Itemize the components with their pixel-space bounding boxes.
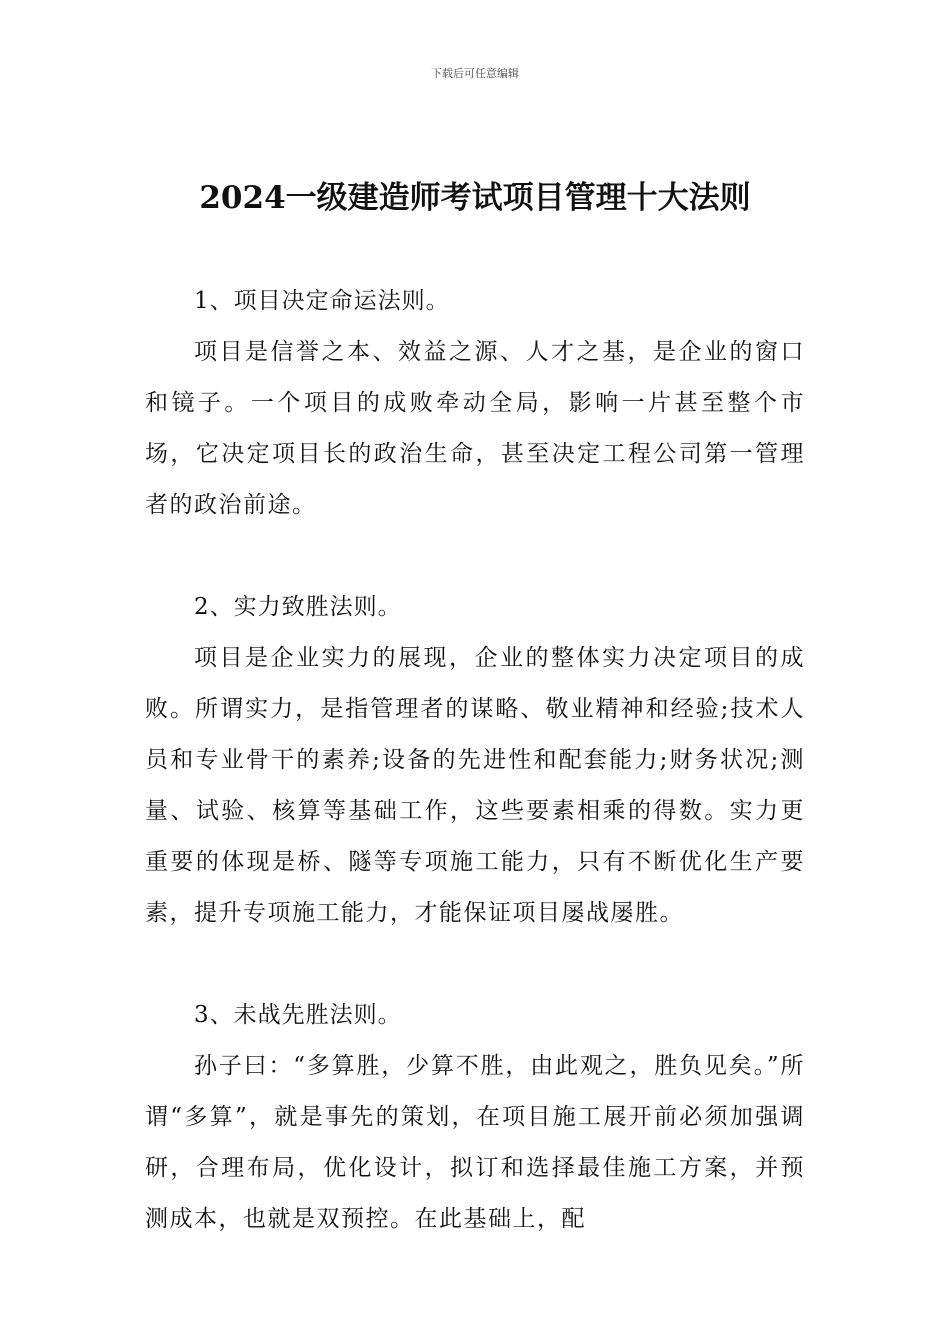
page-header-note: 下载后可任意编辑 [431,67,519,80]
section-spacer [145,531,805,582]
document-body [145,276,805,1245]
section-heading-2: 2、实力致胜法则。 [194,594,402,620]
section-heading-1: 1、项目决定命运法则。 [194,288,450,314]
section-body-1: 项目是信誉之本、效益之源、人才之基，是企业的窗口和镜子。一个项目的成败牵动全局，影响一片甚至整个市场，它决定项目长的政治生命，甚至决定工程公司第一管理者的政治前途。 [145,339,805,518]
section-spacer [145,939,805,990]
section-body-2: 项目是企业实力的展现，企业的整体实力决定项目的成败。所谓实力，是指管理者的谋略、敬业精神和经验;技术人员和专业骨干的素养;设备的先进性和配套能力;财务状况;测量、试验、核算等基础工作，这些要素相乘的得数。实力更重要的体现是桥、隧等专项施工能力，只有不断优化生产要素，提升专项施工能力，才能保证项目屡战屡胜。 [145,645,805,926]
document-title: 2024一级建造师考试项目管理十大法则 [199,180,751,216]
section-heading-3: 3、未战先胜法则。 [194,1002,402,1028]
section-body-3: 孙子曰：“多算胜，少算不胜，由此观之，胜负见矣。”所谓“多算”，就是事先的策划，在项目施工展开前必须加强调研，合理布局，优化设计，拟订和选择最佳施工方案，并预测成本，也就是双预控。在此基础上，配 [145,1053,805,1232]
